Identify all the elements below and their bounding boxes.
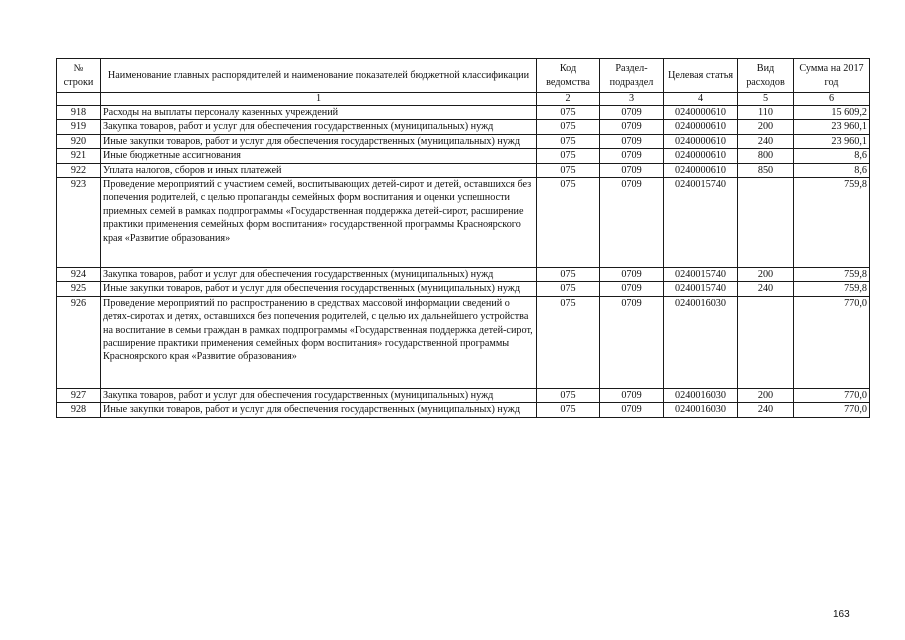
row-section: 0709 <box>600 134 664 148</box>
row-dept-code: 075 <box>537 134 600 148</box>
budget-table <box>56 58 870 418</box>
row-expense-type: 110 <box>738 106 794 120</box>
row-amount: 759,8 <box>794 282 870 296</box>
row-expense-type: 200 <box>738 388 794 402</box>
row-name: Проведение мероприятий по распространению в средствах массовой информации сведений о детях-сиротах и детях, оставшихся без попечения родителей, с целью их дальнейшего устройства на воспитание в семьи граждан в рамках подпрограммы «Государственная поддержка детей-сирот, расширение практики применения семейных форм воспитания» государственной программы Красноярского края «Развитие образования» <box>101 296 537 388</box>
table-row <box>57 120 870 134</box>
row-number: 921 <box>57 149 101 163</box>
row-section: 0709 <box>600 163 664 177</box>
row-amount: 770,0 <box>794 296 870 388</box>
table-row <box>57 403 870 417</box>
row-number: 918 <box>57 106 101 120</box>
row-target: 0240000610 <box>664 106 738 120</box>
row-amount: 15 609,2 <box>794 106 870 120</box>
row-expense-type: 200 <box>738 268 794 282</box>
row-expense-type: 240 <box>738 403 794 417</box>
row-expense-type: 800 <box>738 149 794 163</box>
column-number: 1 <box>101 93 537 106</box>
row-amount: 8,6 <box>794 149 870 163</box>
row-expense-type <box>738 178 794 268</box>
row-number: 926 <box>57 296 101 388</box>
row-target: 0240000610 <box>664 163 738 177</box>
row-target: 0240000610 <box>664 134 738 148</box>
column-numbers-row <box>57 93 870 106</box>
row-dept-code: 075 <box>537 296 600 388</box>
table-row <box>57 178 870 268</box>
row-dept-code: 075 <box>537 178 600 268</box>
row-target: 0240016030 <box>664 403 738 417</box>
row-section: 0709 <box>600 296 664 388</box>
table-row <box>57 106 870 120</box>
row-dept-code: 075 <box>537 388 600 402</box>
table-row <box>57 388 870 402</box>
row-amount: 770,0 <box>794 403 870 417</box>
row-section: 0709 <box>600 149 664 163</box>
row-section: 0709 <box>600 106 664 120</box>
row-section: 0709 <box>600 388 664 402</box>
row-number: 923 <box>57 178 101 268</box>
column-number-blank <box>57 93 101 106</box>
header-row-number: № строки <box>57 59 101 93</box>
table-body <box>57 106 870 418</box>
column-number: 3 <box>600 93 664 106</box>
row-amount: 8,6 <box>794 163 870 177</box>
row-dept-code: 075 <box>537 149 600 163</box>
row-target: 0240016030 <box>664 296 738 388</box>
row-expense-type: 850 <box>738 163 794 177</box>
header-section: Раздел-подраздел <box>600 59 664 93</box>
row-name: Иные бюджетные ассигнования <box>101 149 537 163</box>
row-number: 922 <box>57 163 101 177</box>
header-name: Наименование главных распорядителей и наименование показателей бюджетной классификации <box>101 59 537 93</box>
page-number: 163 <box>833 609 850 620</box>
header-amount: Сумма на 2017 год <box>794 59 870 93</box>
row-name: Иные закупки товаров, работ и услуг для обеспечения государственных (муниципальных) нужд <box>101 134 537 148</box>
row-section: 0709 <box>600 178 664 268</box>
budget-page <box>56 58 869 418</box>
row-dept-code: 075 <box>537 268 600 282</box>
table-row <box>57 134 870 148</box>
table-row <box>57 296 870 388</box>
row-name: Закупка товаров, работ и услуг для обеспечения государственных (муниципальных) нужд <box>101 388 537 402</box>
header-row <box>57 59 870 93</box>
row-section: 0709 <box>600 120 664 134</box>
row-dept-code: 075 <box>537 120 600 134</box>
row-name: Закупка товаров, работ и услуг для обеспечения государственных (муниципальных) нужд <box>101 268 537 282</box>
table-row <box>57 163 870 177</box>
row-number: 925 <box>57 282 101 296</box>
table-header <box>57 59 870 106</box>
row-name: Расходы на выплаты персоналу казенных учреждений <box>101 106 537 120</box>
header-dept-code: Код ведомства <box>537 59 600 93</box>
row-name: Иные закупки товаров, работ и услуг для обеспечения государственных (муниципальных) нужд <box>101 403 537 417</box>
row-amount: 23 960,1 <box>794 120 870 134</box>
row-amount: 770,0 <box>794 388 870 402</box>
row-amount: 759,8 <box>794 268 870 282</box>
row-target: 0240016030 <box>664 388 738 402</box>
row-target: 0240015740 <box>664 268 738 282</box>
header-target: Целевая статья <box>664 59 738 93</box>
row-name: Уплата налогов, сборов и иных платежей <box>101 163 537 177</box>
header-expense-type: Вид расходов <box>738 59 794 93</box>
column-number: 4 <box>664 93 738 106</box>
row-section: 0709 <box>600 268 664 282</box>
row-expense-type: 240 <box>738 282 794 296</box>
row-name: Закупка товаров, работ и услуг для обеспечения государственных (муниципальных) нужд <box>101 120 537 134</box>
row-amount: 23 960,1 <box>794 134 870 148</box>
row-dept-code: 075 <box>537 163 600 177</box>
row-expense-type: 240 <box>738 134 794 148</box>
row-number: 920 <box>57 134 101 148</box>
table-row <box>57 149 870 163</box>
row-dept-code: 075 <box>537 403 600 417</box>
row-number: 928 <box>57 403 101 417</box>
row-section: 0709 <box>600 403 664 417</box>
row-dept-code: 075 <box>537 282 600 296</box>
row-expense-type <box>738 296 794 388</box>
row-name: Проведение мероприятий с участием семей, воспитывающих детей-сирот и детей, оставшихся без попечения родителей, с целью пропаганды семейных форм воспитания и оценки успешности приемных семей в рамках подпрограммы «Государственная поддержка детей-сирот, расширение практики применения семейных форм воспитания» государственной программы Красноярского края «Развитие образования» <box>101 178 537 268</box>
row-amount: 759,8 <box>794 178 870 268</box>
table-row <box>57 282 870 296</box>
row-number: 924 <box>57 268 101 282</box>
column-number: 2 <box>537 93 600 106</box>
row-target: 0240015740 <box>664 178 738 268</box>
row-expense-type: 200 <box>738 120 794 134</box>
column-number: 6 <box>794 93 870 106</box>
row-number: 919 <box>57 120 101 134</box>
table-row <box>57 268 870 282</box>
row-target: 0240015740 <box>664 282 738 296</box>
row-name: Иные закупки товаров, работ и услуг для обеспечения государственных (муниципальных) нужд <box>101 282 537 296</box>
row-section: 0709 <box>600 282 664 296</box>
row-number: 927 <box>57 388 101 402</box>
row-target: 0240000610 <box>664 120 738 134</box>
row-target: 0240000610 <box>664 149 738 163</box>
row-dept-code: 075 <box>537 106 600 120</box>
column-number: 5 <box>738 93 794 106</box>
